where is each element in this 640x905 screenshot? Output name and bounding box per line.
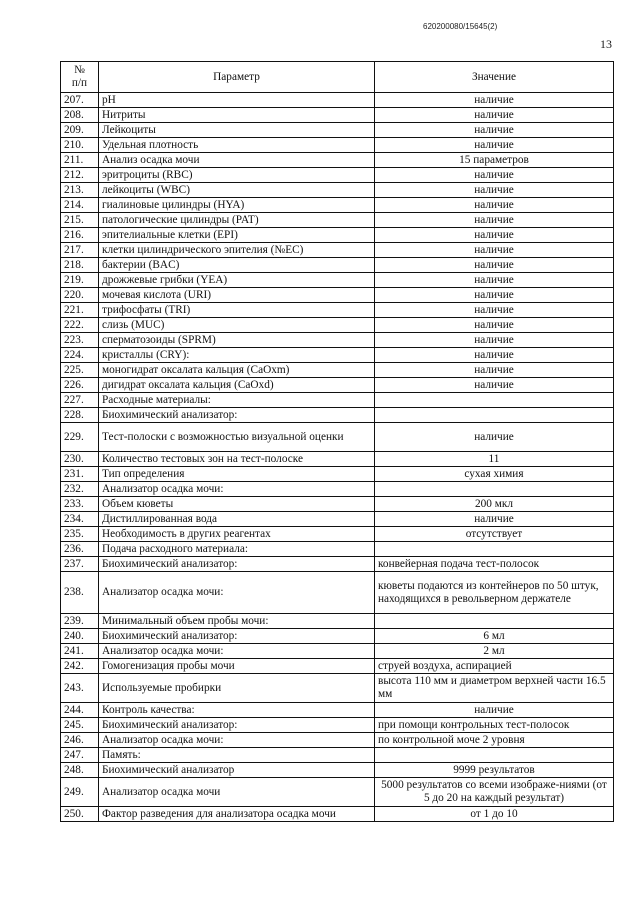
value-cell: наличие <box>375 303 614 318</box>
table-row <box>61 629 614 644</box>
row-number-cell: 247. <box>61 748 99 763</box>
table-row <box>61 423 614 452</box>
table-row <box>61 748 614 763</box>
table-row <box>61 718 614 733</box>
row-number-cell: 241. <box>61 644 99 659</box>
row-number-cell: 210. <box>61 138 99 153</box>
row-number-cell: 231. <box>61 467 99 482</box>
column-header-value: Значение <box>375 62 614 93</box>
value-cell: 2 мл <box>375 644 614 659</box>
value-cell: наличие <box>375 108 614 123</box>
parameter-cell: мочевая кислота (URI) <box>99 288 375 303</box>
parameter-cell: Память: <box>99 748 375 763</box>
table-row <box>61 542 614 557</box>
table-row <box>61 273 614 288</box>
row-number-cell: 232. <box>61 482 99 497</box>
value-cell: наличие <box>375 138 614 153</box>
parameter-cell: Анализ осадка мочи <box>99 153 375 168</box>
row-number-cell: 230. <box>61 452 99 467</box>
value-cell: наличие <box>375 273 614 288</box>
table-row <box>61 123 614 138</box>
parameter-cell: Биохимический анализатор: <box>99 629 375 644</box>
value-cell <box>375 482 614 497</box>
parameter-cell: Анализатор осадка мочи: <box>99 644 375 659</box>
value-cell: наличие <box>375 243 614 258</box>
row-number-cell: 217. <box>61 243 99 258</box>
column-header-number-line1: № <box>74 64 85 76</box>
row-number-cell: 228. <box>61 408 99 423</box>
value-cell: по контрольной моче 2 уровня <box>375 733 614 748</box>
value-cell: наличие <box>375 512 614 527</box>
row-number-cell: 227. <box>61 393 99 408</box>
row-number-cell: 237. <box>61 557 99 572</box>
table-row <box>61 333 614 348</box>
value-cell: наличие <box>375 348 614 363</box>
parameter-cell: клетки цилиндрического эпителия (№EC) <box>99 243 375 258</box>
value-cell: наличие <box>375 333 614 348</box>
row-number-cell: 239. <box>61 614 99 629</box>
value-cell: кюветы подаются из контейнеров по 50 штук, находящихся в револьверном держателе <box>375 572 614 614</box>
row-number-cell: 244. <box>61 703 99 718</box>
parameter-cell: pH <box>99 93 375 108</box>
value-cell: наличие <box>375 183 614 198</box>
row-number-cell: 221. <box>61 303 99 318</box>
parameter-cell: Анализатор осадка мочи: <box>99 482 375 497</box>
column-header-number-line2: п/п <box>71 77 88 89</box>
row-number-cell: 249. <box>61 778 99 807</box>
row-number-cell: 233. <box>61 497 99 512</box>
table-row <box>61 572 614 614</box>
table-row <box>61 288 614 303</box>
parameter-cell: Анализатор осадка мочи <box>99 778 375 807</box>
table-body <box>61 93 614 822</box>
value-cell: наличие <box>375 703 614 718</box>
value-cell: наличие <box>375 423 614 452</box>
value-cell: 6 мл <box>375 629 614 644</box>
value-cell: сухая химия <box>375 467 614 482</box>
row-number-cell: 235. <box>61 527 99 542</box>
value-cell: при помощи контрольных тест-полосок <box>375 718 614 733</box>
parameter-cell: Необходимость в других реагентах <box>99 527 375 542</box>
value-cell: 9999 результатов <box>375 763 614 778</box>
row-number-cell: 236. <box>61 542 99 557</box>
row-number-cell: 250. <box>61 807 99 822</box>
parameter-cell: Тест-полоски с возможностью визуальной оценки <box>99 423 375 452</box>
value-cell: конвейерная подача тест-полосок <box>375 557 614 572</box>
row-number-cell: 246. <box>61 733 99 748</box>
row-number-cell: 223. <box>61 333 99 348</box>
document-id: 620200080/15645(2) <box>423 22 498 31</box>
value-cell: 11 <box>375 452 614 467</box>
parameter-cell: Удельная плотность <box>99 138 375 153</box>
parameter-cell: эритроциты (RBC) <box>99 168 375 183</box>
row-number-cell: 234. <box>61 512 99 527</box>
parameter-cell: бактерии (BAC) <box>99 258 375 273</box>
table-row <box>61 213 614 228</box>
row-number-cell: 229. <box>61 423 99 452</box>
value-cell: наличие <box>375 213 614 228</box>
table-row <box>61 674 614 703</box>
row-number-cell: 243. <box>61 674 99 703</box>
value-cell: 5000 результатов со всеми изображе-ниями (от 5 до 20 на каждый результат) <box>375 778 614 807</box>
parameter-cell: Тип определения <box>99 467 375 482</box>
row-number-cell: 242. <box>61 659 99 674</box>
table-row <box>61 778 614 807</box>
value-cell: 15 параметров <box>375 153 614 168</box>
parameter-cell: дрожжевые грибки (YEA) <box>99 273 375 288</box>
value-cell <box>375 408 614 423</box>
column-header-parameter: Параметр <box>99 62 375 93</box>
row-number-cell: 226. <box>61 378 99 393</box>
table-row <box>61 807 614 822</box>
table-row <box>61 497 614 512</box>
parameter-cell: патологические цилиндры (PAT) <box>99 213 375 228</box>
column-header-number <box>61 62 99 93</box>
parameter-cell: Расходные материалы: <box>99 393 375 408</box>
parameter-cell: моногидрат оксалата кальция (CaOxm) <box>99 363 375 378</box>
table-row <box>61 258 614 273</box>
parameter-cell: дигидрат оксалата кальция (CaOxd) <box>99 378 375 393</box>
row-number-cell: 224. <box>61 348 99 363</box>
table-row <box>61 482 614 497</box>
table-row <box>61 512 614 527</box>
parameter-cell: Объем кюветы <box>99 497 375 512</box>
value-cell: 200 мкл <box>375 497 614 512</box>
value-cell <box>375 748 614 763</box>
value-cell: высота 110 мм и диаметром верхней части 16.5 мм <box>375 674 614 703</box>
value-cell <box>375 393 614 408</box>
row-number-cell: 207. <box>61 93 99 108</box>
table-row <box>61 393 614 408</box>
table-row <box>61 198 614 213</box>
parameter-cell: Дистиллированная вода <box>99 512 375 527</box>
value-cell: наличие <box>375 258 614 273</box>
parameter-cell: Используемые пробирки <box>99 674 375 703</box>
table-row <box>61 703 614 718</box>
parameter-cell: эпителиальные клетки (EPI) <box>99 228 375 243</box>
table-header-row <box>61 62 614 93</box>
row-number-cell: 214. <box>61 198 99 213</box>
value-cell <box>375 542 614 557</box>
row-number-cell: 216. <box>61 228 99 243</box>
parameter-cell: лейкоциты (WBC) <box>99 183 375 198</box>
value-cell <box>375 614 614 629</box>
row-number-cell: 212. <box>61 168 99 183</box>
table-row <box>61 348 614 363</box>
value-cell: наличие <box>375 228 614 243</box>
table-row <box>61 153 614 168</box>
table-row <box>61 243 614 258</box>
table-row <box>61 733 614 748</box>
value-cell: от 1 до 10 <box>375 807 614 822</box>
table-row <box>61 527 614 542</box>
row-number-cell: 248. <box>61 763 99 778</box>
parameter-cell: трифосфаты (TRI) <box>99 303 375 318</box>
parameter-cell: Фактор разведения для анализатора осадка мочи <box>99 807 375 822</box>
value-cell: наличие <box>375 123 614 138</box>
row-number-cell: 211. <box>61 153 99 168</box>
value-cell: наличие <box>375 378 614 393</box>
row-number-cell: 219. <box>61 273 99 288</box>
table-row <box>61 659 614 674</box>
table-row <box>61 408 614 423</box>
row-number-cell: 208. <box>61 108 99 123</box>
table-row <box>61 452 614 467</box>
table-row <box>61 168 614 183</box>
row-number-cell: 238. <box>61 572 99 614</box>
parameter-cell: Минимальный объем пробы мочи: <box>99 614 375 629</box>
value-cell: наличие <box>375 318 614 333</box>
table-row <box>61 363 614 378</box>
value-cell: наличие <box>375 198 614 213</box>
table-row <box>61 644 614 659</box>
row-number-cell: 209. <box>61 123 99 138</box>
parameter-cell: Подача расходного материала: <box>99 542 375 557</box>
row-number-cell: 213. <box>61 183 99 198</box>
parameter-cell: Нитриты <box>99 108 375 123</box>
parameters-table <box>60 61 614 822</box>
parameter-cell: Контроль качества: <box>99 703 375 718</box>
value-cell: наличие <box>375 93 614 108</box>
table-row <box>61 183 614 198</box>
table-row <box>61 557 614 572</box>
table-row <box>61 228 614 243</box>
value-cell: струей воздуха, аспирацией <box>375 659 614 674</box>
table-row <box>61 303 614 318</box>
parameter-cell: Лейкоциты <box>99 123 375 138</box>
parameter-cell: Анализатор осадка мочи: <box>99 572 375 614</box>
row-number-cell: 218. <box>61 258 99 273</box>
row-number-cell: 215. <box>61 213 99 228</box>
parameter-cell: Биохимический анализатор: <box>99 408 375 423</box>
parameter-cell: Биохимический анализатор: <box>99 718 375 733</box>
table-row <box>61 378 614 393</box>
row-number-cell: 240. <box>61 629 99 644</box>
parameter-cell: сперматозоиды (SPRM) <box>99 333 375 348</box>
table-row <box>61 467 614 482</box>
parameter-cell: Биохимический анализатор: <box>99 557 375 572</box>
table-row <box>61 763 614 778</box>
table-row <box>61 108 614 123</box>
parameter-cell: Гомогенизация пробы мочи <box>99 659 375 674</box>
row-number-cell: 225. <box>61 363 99 378</box>
parameter-cell: гиалиновые цилиндры (HYA) <box>99 198 375 213</box>
value-cell: наличие <box>375 168 614 183</box>
parameter-cell: Анализатор осадка мочи: <box>99 733 375 748</box>
parameter-cell: слизь (MUC) <box>99 318 375 333</box>
row-number-cell: 220. <box>61 288 99 303</box>
table-row <box>61 318 614 333</box>
row-number-cell: 245. <box>61 718 99 733</box>
parameter-cell: Количество тестовых зон на тест-полоске <box>99 452 375 467</box>
parameter-cell: кристаллы (CRY): <box>99 348 375 363</box>
page-number: 13 <box>600 37 612 51</box>
parameter-cell: Биохимический анализатор <box>99 763 375 778</box>
row-number-cell: 222. <box>61 318 99 333</box>
value-cell: наличие <box>375 363 614 378</box>
table-row <box>61 138 614 153</box>
table-row <box>61 93 614 108</box>
table-row <box>61 614 614 629</box>
value-cell: отсутствует <box>375 527 614 542</box>
value-cell: наличие <box>375 288 614 303</box>
